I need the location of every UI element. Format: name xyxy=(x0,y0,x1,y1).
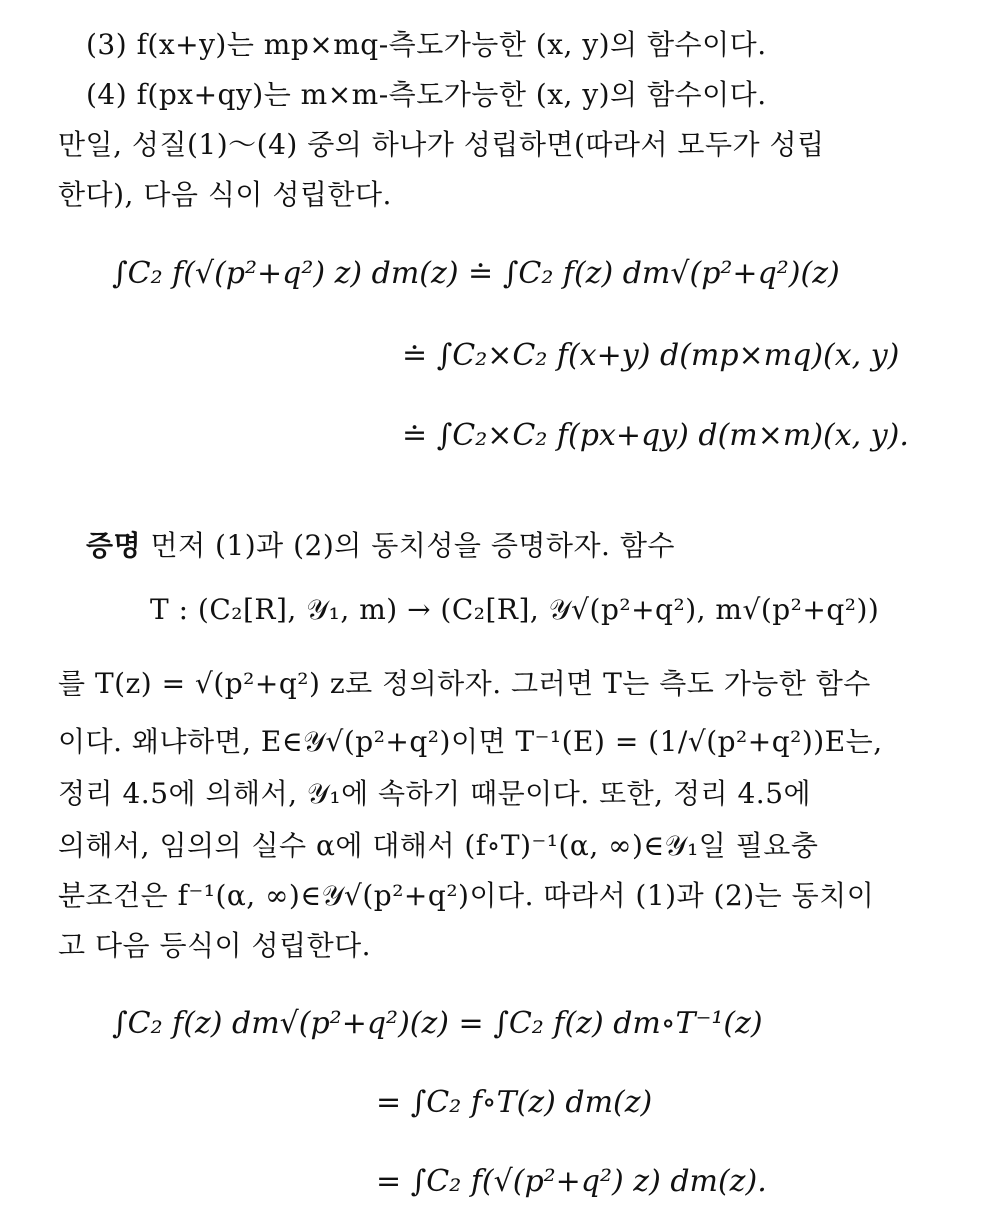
proof-line: 이다. 왜냐하면, E∈𝒴√(p²+q²)이면 T⁻¹(E) = (1/√(p²+q²))E는, xyxy=(58,725,883,758)
equation-3: ≐ ∫C₂×C₂ f(px+qy) d(m×m)(x, y). xyxy=(402,418,909,453)
proof-line xyxy=(86,527,675,565)
equation-2: ≐ ∫C₂×C₂ f(x+y) d(mp×mq)(x, y) xyxy=(402,338,900,373)
paragraph-line: 만일, 성질(1)～(4) 중의 하나가 성립하면(따라서 모두가 성립 xyxy=(58,128,825,161)
proof-line: 분조건은 f⁻¹(α, ∞)∈𝒴√(p²+q²)이다. 따라서 (1)과 (2)는 동치이 xyxy=(58,879,875,912)
equation-5: = ∫C₂ f∘T(z) dm(z) xyxy=(376,1085,653,1120)
proof-line: 를 T(z) = √(p²+q²) z로 정의하자. 그러면 T는 측도 가능한 함수 xyxy=(58,667,871,700)
item-3: (3) f(x+y)는 mp×mq-측도가능한 (x, y)의 함수이다. xyxy=(86,28,767,61)
proof-label: 증명 xyxy=(86,529,142,562)
proof-line: 의해서, 임의의 실수 α에 대해서 (f∘T)⁻¹(α, ∞)∈𝒴₁일 필요충 xyxy=(58,829,819,862)
item-4: (4) f(px+qy)는 m×m-측도가능한 (x, y)의 함수이다. xyxy=(86,78,767,111)
equation-6: = ∫C₂ f(√(p²+q²) z) dm(z). xyxy=(376,1164,767,1199)
paragraph-line: 한다), 다음 식이 성립한다. xyxy=(58,178,392,211)
map-definition: T : (C₂[R], 𝒴₁, m) → (C₂[R], 𝒴√(p²+q²), m√(p²+q²)) xyxy=(150,593,880,626)
equation-1: ∫C₂ f(√(p²+q²) z) dm(z) ≐ ∫C₂ f(z) dm√(p²+q²)(z) xyxy=(112,256,840,291)
proof-line: 고 다음 등식이 성립한다. xyxy=(58,929,372,962)
equation-4: ∫C₂ f(z) dm√(p²+q²)(z) = ∫C₂ f(z) dm∘T⁻¹(z) xyxy=(112,1006,763,1041)
proof-line: 정리 4.5에 의해서, 𝒴₁에 속하기 때문이다. 또한, 정리 4.5에 xyxy=(58,777,812,810)
proof-text: 먼저 (1)과 (2)의 동치성을 증명하자. 함수 xyxy=(150,529,675,562)
